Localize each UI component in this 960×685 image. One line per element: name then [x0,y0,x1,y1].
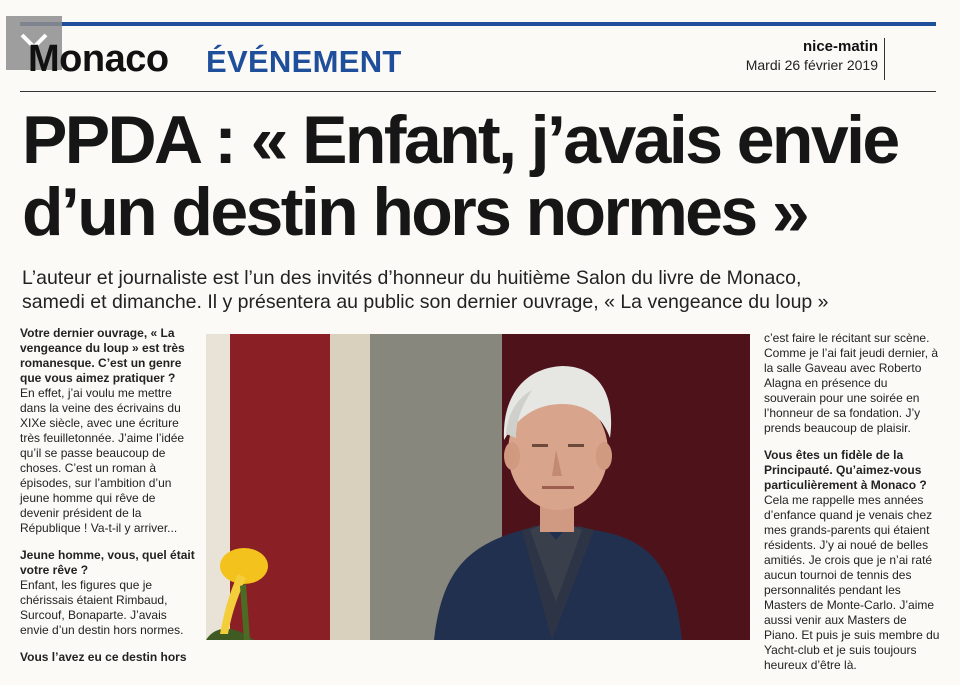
portrait-photo [206,334,750,640]
masthead-divider [884,38,885,80]
top-accent-bar [20,22,936,26]
issue-date: Mardi 26 février 2019 [745,57,878,73]
rubric-label: ÉVÉNEMENT [206,44,402,79]
article-standfirst [22,266,942,314]
interview-answer: En effet, j’ai voulu me mettre dans la veine des écrivains du XIXe siècle, avec une écriture très feuilletonnée. J’aime l’idée qu’il se passe beaucoup de choses. C’est un roman à épisodes, sur l’ambition d’un jeune homme qui rêve de devenir président de la République ! Va-t-il y arriver... [20,386,185,535]
interview-question: Vous l’avez eu ce destin hors [20,650,187,664]
header-rule [20,91,936,92]
interview-answer: Enfant, les figures que je chérissais étaient Rimbaud, Surcouf, Bonaparte. J’avais envie d’un destin hors normes. [20,578,184,637]
right-column [764,331,940,685]
photo-illustration [206,334,750,640]
interview-answer: c’est faire le récitant sur scène. Comme je l’ai fait jeudi dernier, à la salle Gaveau avec Roberto Alagna en présence du souverain pour une soirée en l’honneur de sa fondation. J’y prends beaucoup de plaisir. [764,331,939,435]
interview-block [20,326,198,536]
interview-block [764,448,940,673]
interview-question: Votre dernier ouvrage, « La vengeance du loup » est très romanesque. C’est un genre que vous aimez pratiquer ? [20,326,185,385]
article-headline [22,104,942,248]
interview-block [764,331,940,436]
interview-answer: Cela me rappelle mes années d’enfance quand je venais chez mes grands-parents qui étaient résidents. J’y ai noué de belles amitiés. Je crois que je n’ai raté aucun tournoi de tennis des personnalités pendant les Masters de Monte-Carlo. J’aime aussi venir aux Masters de Piano. Et puis je suis membre du Yacht-club et je suis toujours heureux d’être là. [764,493,940,672]
standfirst-line-1: L’auteur et journaliste est l’un des invités d’honneur du huitième Salon du livre de Monaco, [22,267,802,289]
headline-line-2: d’un destin hors normes » [22,174,808,250]
interview-block [20,548,198,638]
interview-block [20,650,198,665]
section-title: Monaco [28,38,169,80]
newspaper-brand: nice-matin [802,38,878,55]
standfirst-line-2: samedi et dimanche. Il y présentera au public son dernier ouvrage, « La vengeance du loup » [22,291,829,313]
left-column [20,326,198,677]
interview-question: Jeune homme, vous, quel était votre rêve ? [20,548,195,577]
headline-line-1: PPDA : « Enfant, j’avais envie [22,102,898,178]
interview-question: Vous êtes un fidèle de la Principauté. Qu’aimez-vous particulièrement à Monaco ? [764,448,927,492]
